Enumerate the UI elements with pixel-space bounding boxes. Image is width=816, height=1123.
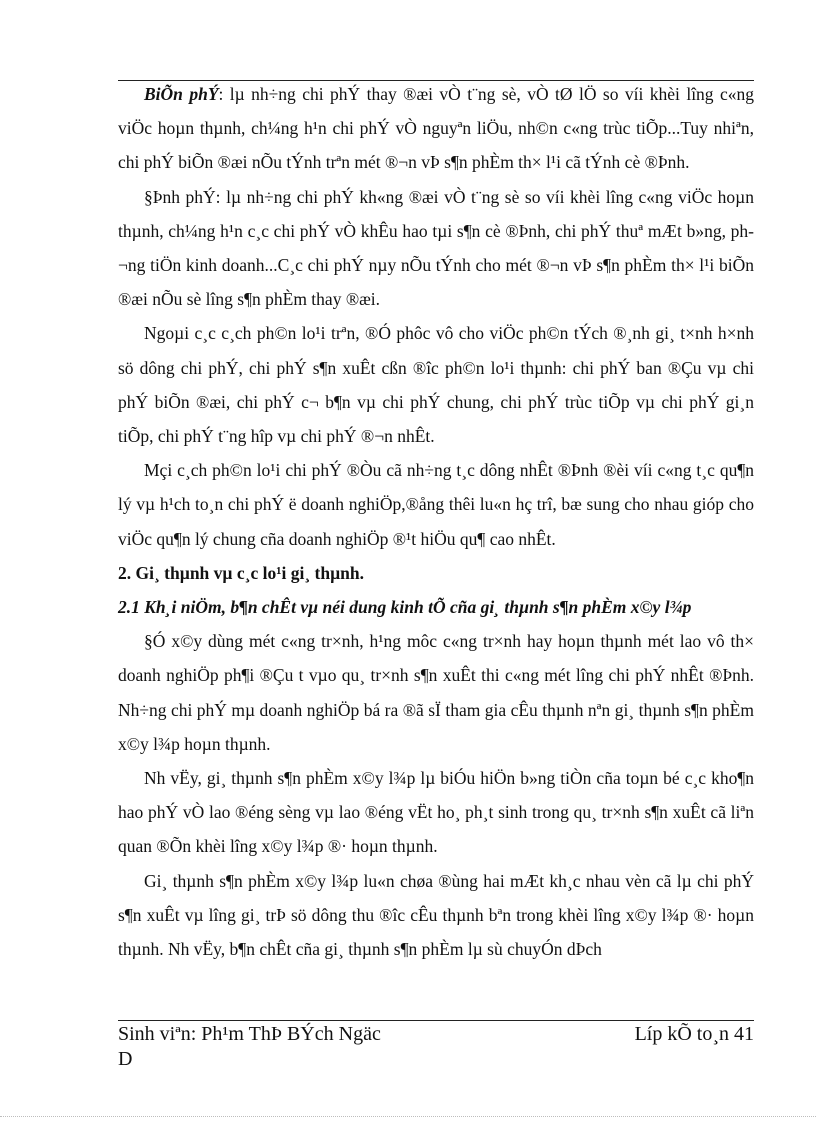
paragraph-other-classifications: Ngoµi c¸c c¸ch ph©n lo¹i trªn, ®Ó phôc vô cho viÖc ph©n tÝch ®¸nh gi¸ t×nh h×nh sö dông chi phÝ, chi phÝ s¶n xuÊt cßn ®îc ph©n lo¹i thµnh: chi phÝ ban ®Çu vµ chi phÝ biÕn ®æi, chi phÝ c¬ b¶n vµ chi phÝ chung, chi phÝ trùc tiÕp vµ chi phÝ gi¸n tiÕp, chi phÝ t¨ng hîp vµ chi phÝ ®¬n nhÊt.: [118, 323, 754, 447]
section-heading: 2. Gi¸ thµnh vµ c¸c lo¹i gi¸ thµnh.: [118, 562, 364, 583]
paragraph-variable-cost-text: : lµ nh÷ng chi phÝ thay ®æi vÒ t¨ng sè, vÒ tØ lÖ so víi khèi lîng c«ng viÖc hoµn thµnh, ch¼ng h¹n chi phÝ vÒ nguyªn liÖu, nh©n c«ng trùc tiÕp...Tuy nhiªn, chi phÝ biÕn ®æi nÕu tÝnh trªn mét ®¬n vÞ s¶n phÈm th× l¹i cã tÝnh cè ®Þnh.: [118, 84, 755, 173]
paragraph-construction-costs: §Ó x©y dùng mét c«ng tr×nh, h¹ng môc c«ng tr×nh hay hoµn thµnh mét lao vô th× doanh nghiÖp ph¶i ®Çu t vµo qu¸ tr×nh s¶n xuÊt thi c«ng mét lîng chi phÝ nhÊt ®Þnh. Nh÷ng chi phÝ mµ doanh nghiÖp bá ra ®ã sÏ tham gia cÊu thµnh nªn gi¸ thµnh s¶n phÈm x©y l¾p hoµn thµnh.: [118, 631, 754, 754]
paragraph-fixed-cost: §Þnh phÝ: lµ nh÷ng chi phÝ kh«ng ®æi vÒ t¨ng sè so víi khèi lîng c«ng viÖc hoµn thµnh, ch¼ng h¹n c¸c chi phÝ vÒ khÊu hao tµi s¶n cè ®Þnh, chi phÝ thuª mÆt b»ng, ph¬ng tiÖn kinh doanh...C¸c chi phÝ nµy nÕu tÝnh cho mét ®¬n vÞ s¶n phÈm th× l¹i biÕn ®æi nÕu sè lîng s¶n phÈm thay ®æi.: [118, 186, 754, 310]
footer-student-name: Sinh viªn: Ph¹m ThÞ BÝch Ngäc: [118, 1023, 381, 1045]
paragraph-classification-effects: Mçi c¸ch ph©n lo¹i chi phÝ ®Òu cã nh÷ng t¸c dông nhÊt ®Þnh ®èi víi c«ng t¸c qu¶n lý vµ h¹ch to¸n chi phÝ ë doanh nghiÖp,®ång thêi lu«n hç trî, bæ sung cho nhau gióp cho viÖc qu¶n lý chung cña doanh nghiÖp ®¹t hiÖu qu¶ cao nhÊt.: [118, 460, 754, 549]
page-footer: [118, 1022, 754, 1072]
footer-rule: [118, 1020, 754, 1021]
page-bottom-border: [0, 1116, 816, 1117]
paragraph-variable-cost: [118, 77, 754, 180]
paragraph-cost-nature: Gi¸ thµnh s¶n phÈm x©y l¾p lu«n chøa ®ùng hai mÆt kh¸c nhau vèn cã lµ chi phÝ s¶n xuÊt vµ lîng gi¸ trÞ sö dông thu ®îc cÊu thµnh bªn trong khèi lîng x©y l¾p ®· hoµn thµnh. Nh vËy, b¶n chÊt cña gi¸ thµnh s¶n phÈm lµ sù chuyÓn dÞch: [118, 870, 754, 960]
footer-class-continued: D: [118, 1048, 133, 1070]
footer-class: Líp kÕ to¸n 41: [634, 1023, 754, 1045]
term-variable-cost: BiÕn phÝ: [144, 84, 219, 104]
subsection-heading: 2.1 Kh¸i niÖm, b¶n chÊt vµ néi dung kinh tÕ cña gi¸ thµnh s¶n phÈm x©y l¾p: [118, 597, 692, 618]
document-body: [118, 77, 754, 966]
paragraph-cost-definition: Nh vËy, gi¸ thµnh s¶n phÈm x©y l¾p lµ biÓu hiÖn b»ng tiÒn cña toµn bé c¸c kho¶n hao phÝ vÒ lao ®éng sèng vµ lao ®éng vËt ho¸ ph¸t sinh trong qu¸ tr×nh s¶n xuÊt cã liªn quan ®Õn khèi lîng x©y l¾p ®· hoµn thµnh.: [118, 768, 754, 857]
